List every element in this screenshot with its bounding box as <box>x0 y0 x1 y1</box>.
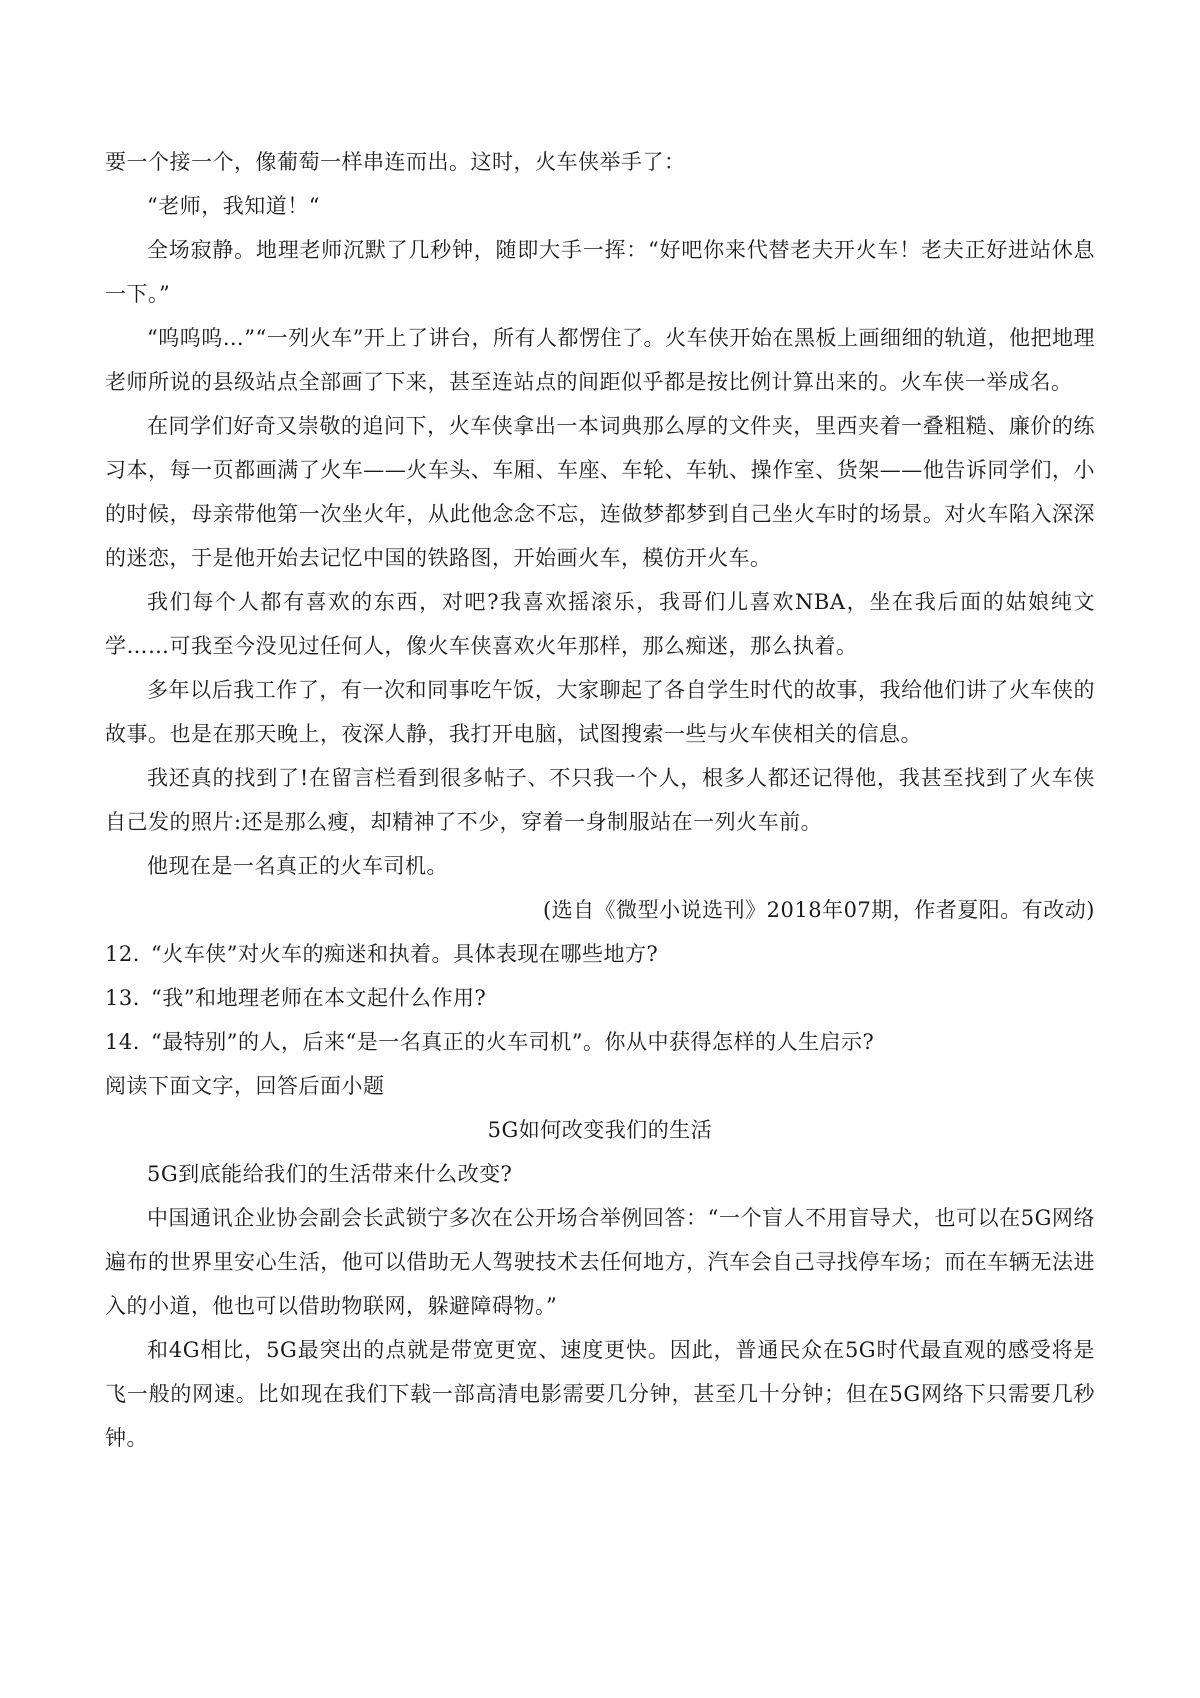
story-paragraph: 在同学们好奇又崇敬的追问下，火车侠拿出一本词典那么厚的文件夹，里西夹着一叠粗糙、廉价的练习本，每一页都画满了火车——火车头、车厢、车座、车轮、车轨、操作室、货架——他告诉同学们，小的时候，母亲带他第一次坐火年，从此他念念不忘，连做梦都梦到自己坐火车时的场景。对火车陷入深深的迷恋，于是他开始去记忆中国的铁路图，开始画火车，模仿开火车。 <box>105 414 1095 570</box>
story-section <box>105 140 1095 932</box>
story-paragraph: 我们每个人都有喜欢的东西，对吧?我喜欢摇滚乐，我哥们儿喜欢NBA，坐在我后面的姑娘纯文学……可我至今没见过任何人，像火车侠喜欢火年那样，那么痴迷，那么执着。 <box>105 590 1095 658</box>
story-paragraph: “老师，我知道！“ <box>147 194 320 218</box>
article-paragraph: 中国通讯企业协会副会长武锁宁多次在公开场合举例回答：“一个盲人不用盲导犬，也可以在5G网络遍布的世界里安心生活，他可以借助无人驾驶技术去任何地方，汽车会自己寻找停车场；而在车辆无法进入的小道，他也可以借助物联网，躲避障碍物。” <box>105 1206 1095 1318</box>
reading-instruction: 阅读下面文字，回答后面小题 <box>105 1074 385 1098</box>
story-paragraph: “呜呜呜…”“一列火车”开上了讲台，所有人都愣住了。火车侠开始在黑板上画细细的轨道，他把地理老师所说的县级站点全部画了下来，甚至连站点的间距似乎都是按比例计算出来的。火车侠一举成名。 <box>105 326 1095 394</box>
question-text: “火车侠”对火车的痴迷和执着。具体表现在哪些地方? <box>151 942 659 966</box>
story-paragraph: 多年以后我工作了，有一次和同事吃午饭，大家聊起了各自学生时代的故事，我给他们讲了火车侠的故事。也是在那天晚上，夜深人静，我打开电脑，试图搜索一些与火车侠相关的信息。 <box>105 678 1095 746</box>
question-item <box>105 976 1095 1020</box>
article-title: 5G如何改变我们的生活 <box>487 1118 713 1142</box>
story-paragraph: 他现在是一名真正的火车司机。 <box>147 854 448 878</box>
question-text: “最特别”的人，后来“是一名真正的火车司机”。你从中获得怎样的人生启示? <box>151 1030 875 1054</box>
question-item <box>105 932 1095 976</box>
question-text: “我”和地理老师在本文起什么作用? <box>151 986 487 1010</box>
article-paragraph: 5G到底能给我们的生活带来什么改变? <box>147 1162 513 1186</box>
question-number: 14. <box>105 1030 140 1054</box>
story-paragraph: 全场寂静。地理老师沉默了几秒钟，随即大手一挥：“好吧你来代替老夫开火车！老夫正好进站休息一下。” <box>105 238 1095 306</box>
document-page <box>105 140 1095 1460</box>
article-paragraph: 和4G相比，5G最突出的点就是带宽更宽、速度更快。因此，普通民众在5G时代最直观的感受将是飞一般的网速。比如现在我们下载一部高清电影需要几分钟，甚至几十分钟；但在5G网络下只需要几秒钟。 <box>105 1338 1095 1450</box>
question-item <box>105 1020 1095 1064</box>
article-section <box>105 1108 1095 1460</box>
story-paragraph: 我还真的找到了!在留言栏看到很多帖子、不只我一个人，根多人都还记得他，我甚至找到了火车侠自己发的照片:还是那么瘦，却精神了不少，穿着一身制服站在一列火车前。 <box>105 766 1095 834</box>
question-number: 12. <box>105 942 140 966</box>
story-paragraph: 要一个接一个，像葡萄一样串连而出。这时，火车侠举手了： <box>105 150 686 174</box>
story-source-citation: (选自《微型小说选刊》2018年07期，作者夏阳。有改动) <box>542 898 1095 922</box>
questions-list <box>105 932 1095 1064</box>
question-number: 13. <box>105 986 140 1010</box>
